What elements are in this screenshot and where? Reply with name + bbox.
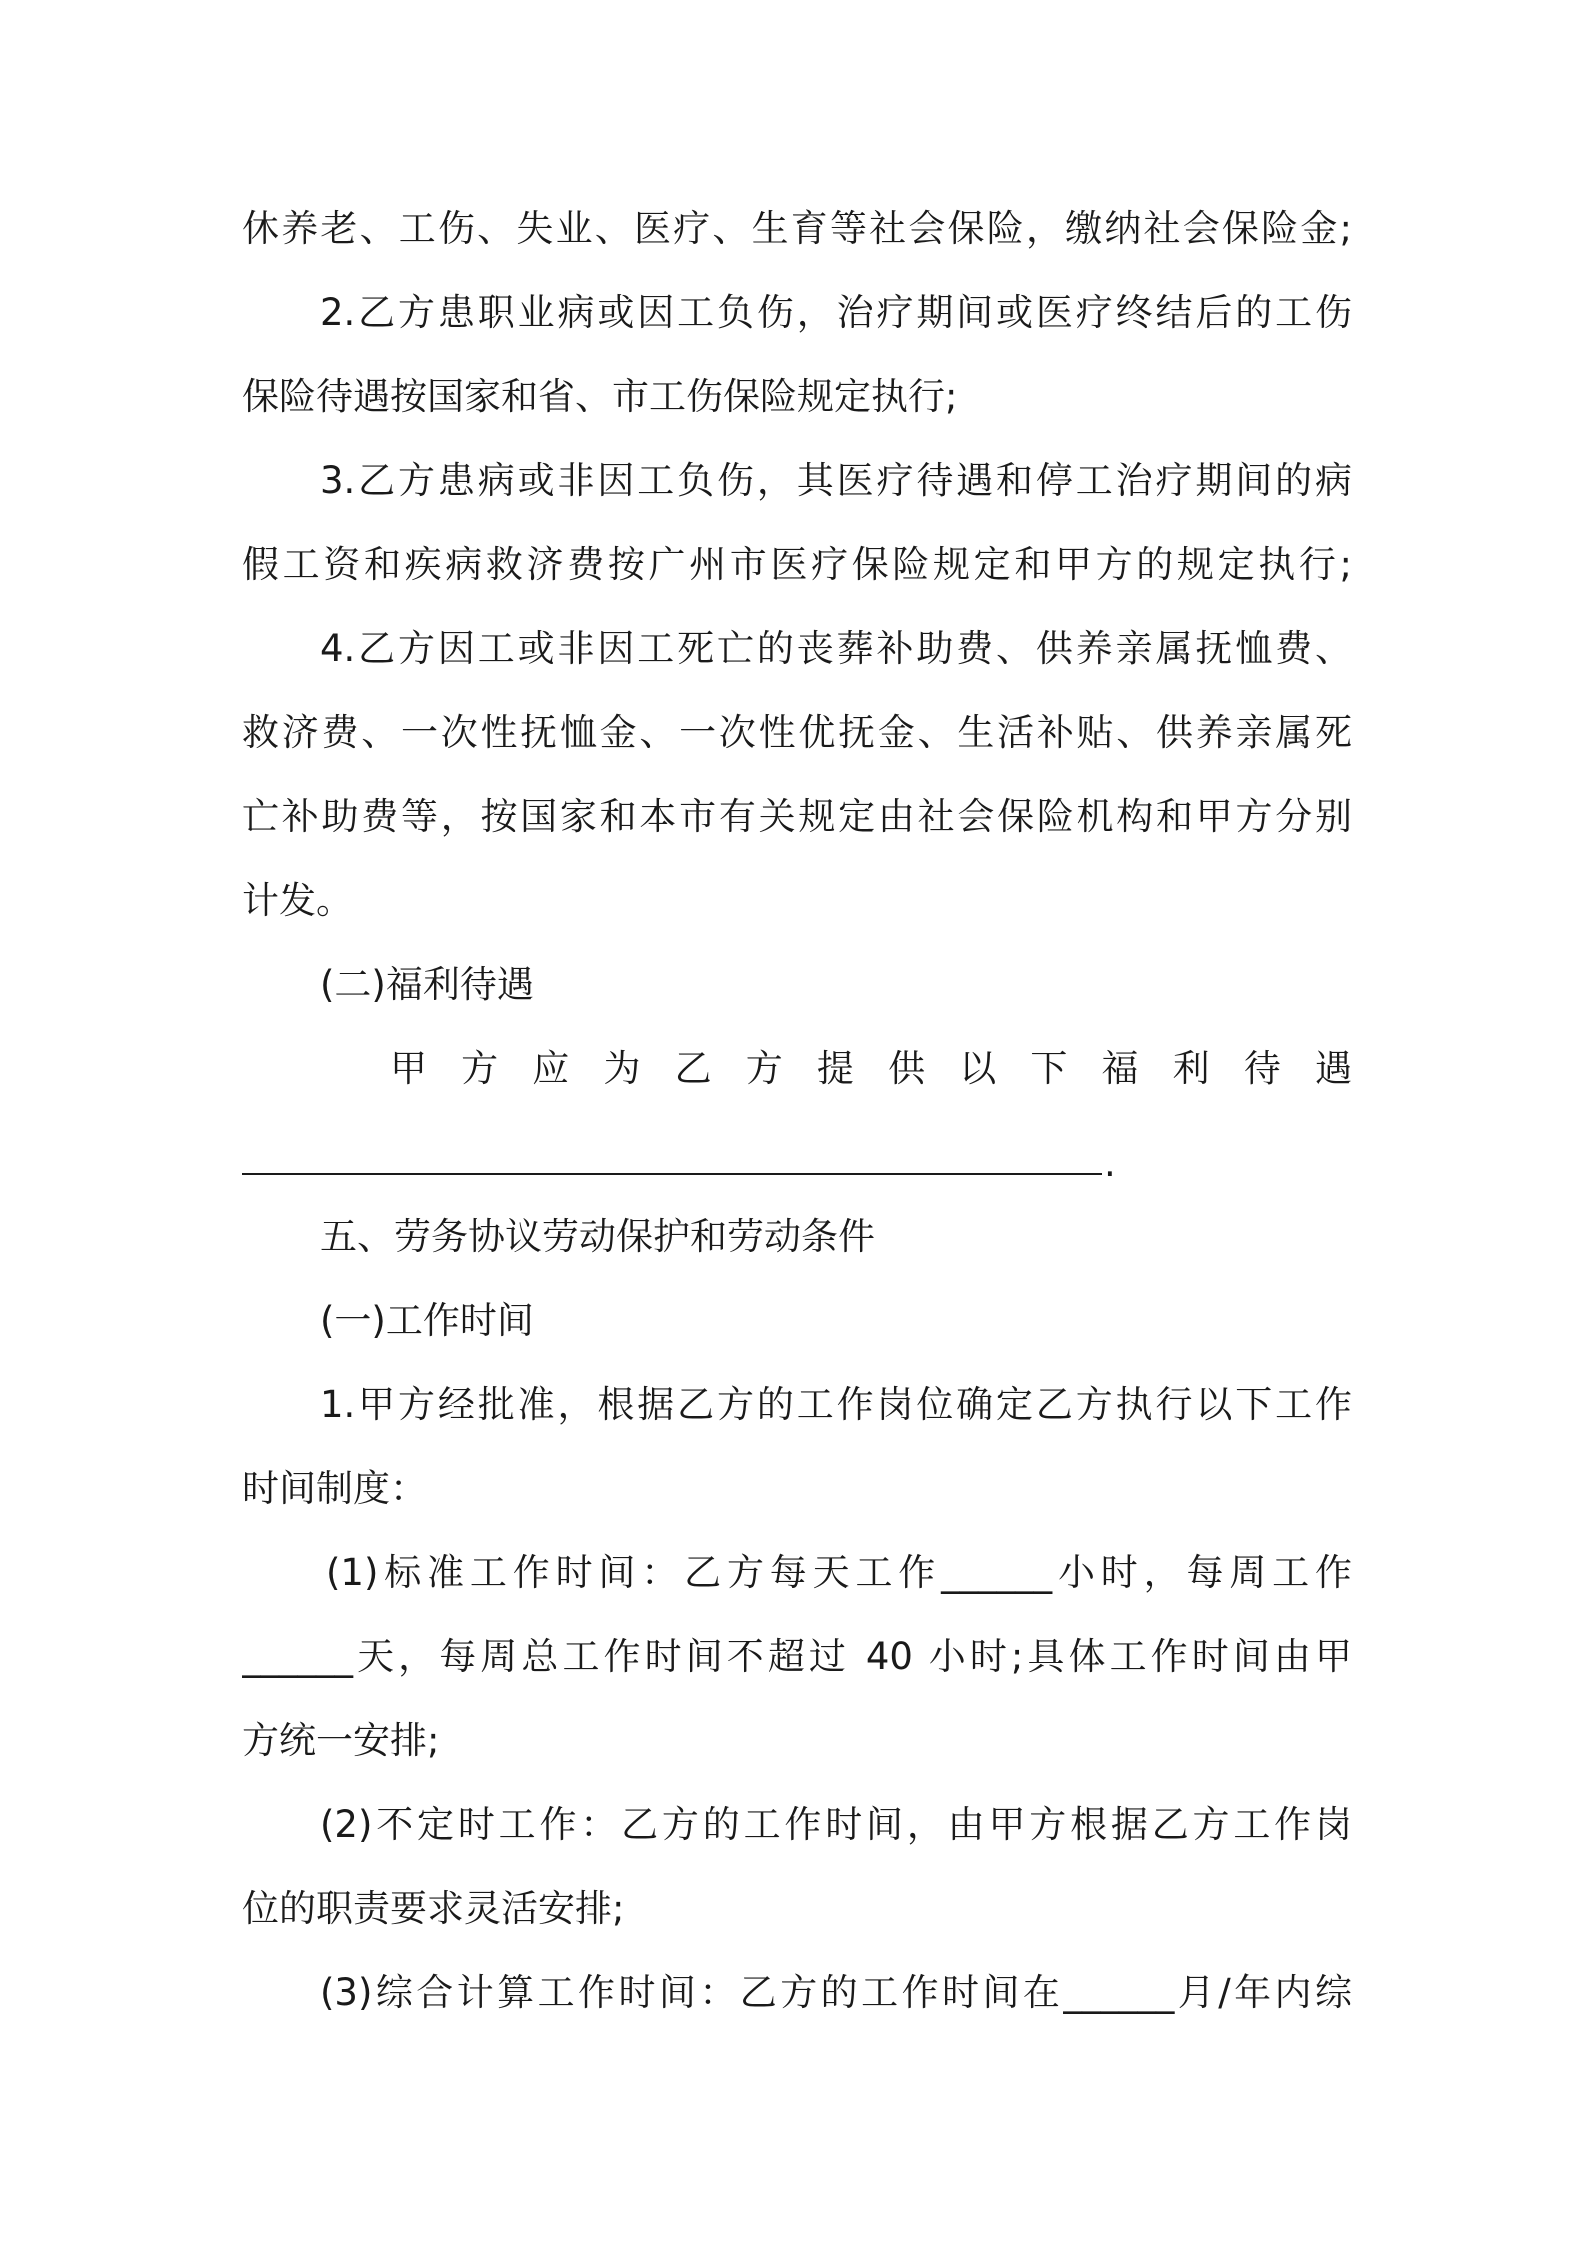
section-heading: (二)福利待遇	[320, 963, 534, 1006]
paragraph-line: 2.乙方患职业病或因工负伤，治疗期间或医疗终结后的工伤	[320, 291, 1352, 334]
paragraph-line: 计发。	[242, 879, 353, 922]
paragraph-line: .	[1104, 1142, 1116, 1185]
section-heading: (一)工作时间	[320, 1299, 534, 1342]
paragraph-line: 救济费、一次性抚恤金、一次性优抚金、生活补贴、供养亲属死	[242, 711, 1352, 754]
paragraph-line: (2)不定时工作：乙方的工作时间，由甲方根据乙方工作岗	[320, 1803, 1352, 1846]
paragraph-line: 保险待遇按国家和省、市工伤保险规定执行;	[242, 375, 958, 418]
paragraph-line: 甲 方 应 为 乙 方 提 供 以 下 福 利 待 遇	[390, 1047, 1352, 1090]
fill-in-blank-line	[242, 1173, 1102, 1175]
paragraph-line: 4.乙方因工或非因工死亡的丧葬补助费、供养亲属抚恤费、	[320, 627, 1352, 670]
paragraph-line: 3.乙方患病或非因工负伤，其医疗待遇和停工治疗期间的病	[320, 459, 1352, 502]
paragraph-line: 位的职责要求灵活安排;	[242, 1887, 625, 1930]
paragraph-line: 方统一安排;	[242, 1719, 440, 1762]
section-heading: 五、劳务协议劳动保护和劳动条件	[320, 1215, 875, 1258]
paragraph-line: 亡补助费等，按国家和本市有关规定由社会保险机构和甲方分别	[242, 795, 1352, 838]
paragraph-line: 假工资和疾病救济费按广州市医疗保险规定和甲方的规定执行;	[242, 543, 1352, 586]
paragraph-line: ______天，每周总工作时间不超过 40 小时;具体工作时间由甲	[242, 1635, 1352, 1678]
paragraph-line: (3)综合计算工作时间：乙方的工作时间在______月/年内综	[320, 1971, 1352, 2014]
paragraph-line: 休养老、工伤、失业、医疗、生育等社会保险，缴纳社会保险金;	[242, 207, 1352, 250]
paragraph-line: 1.甲方经批准，根据乙方的工作岗位确定乙方执行以下工作	[320, 1383, 1352, 1426]
paragraph-line: 时间制度：	[242, 1467, 427, 1510]
paragraph-line: (1)标准工作时间：乙方每天工作______小时，每周工作	[326, 1551, 1352, 1594]
